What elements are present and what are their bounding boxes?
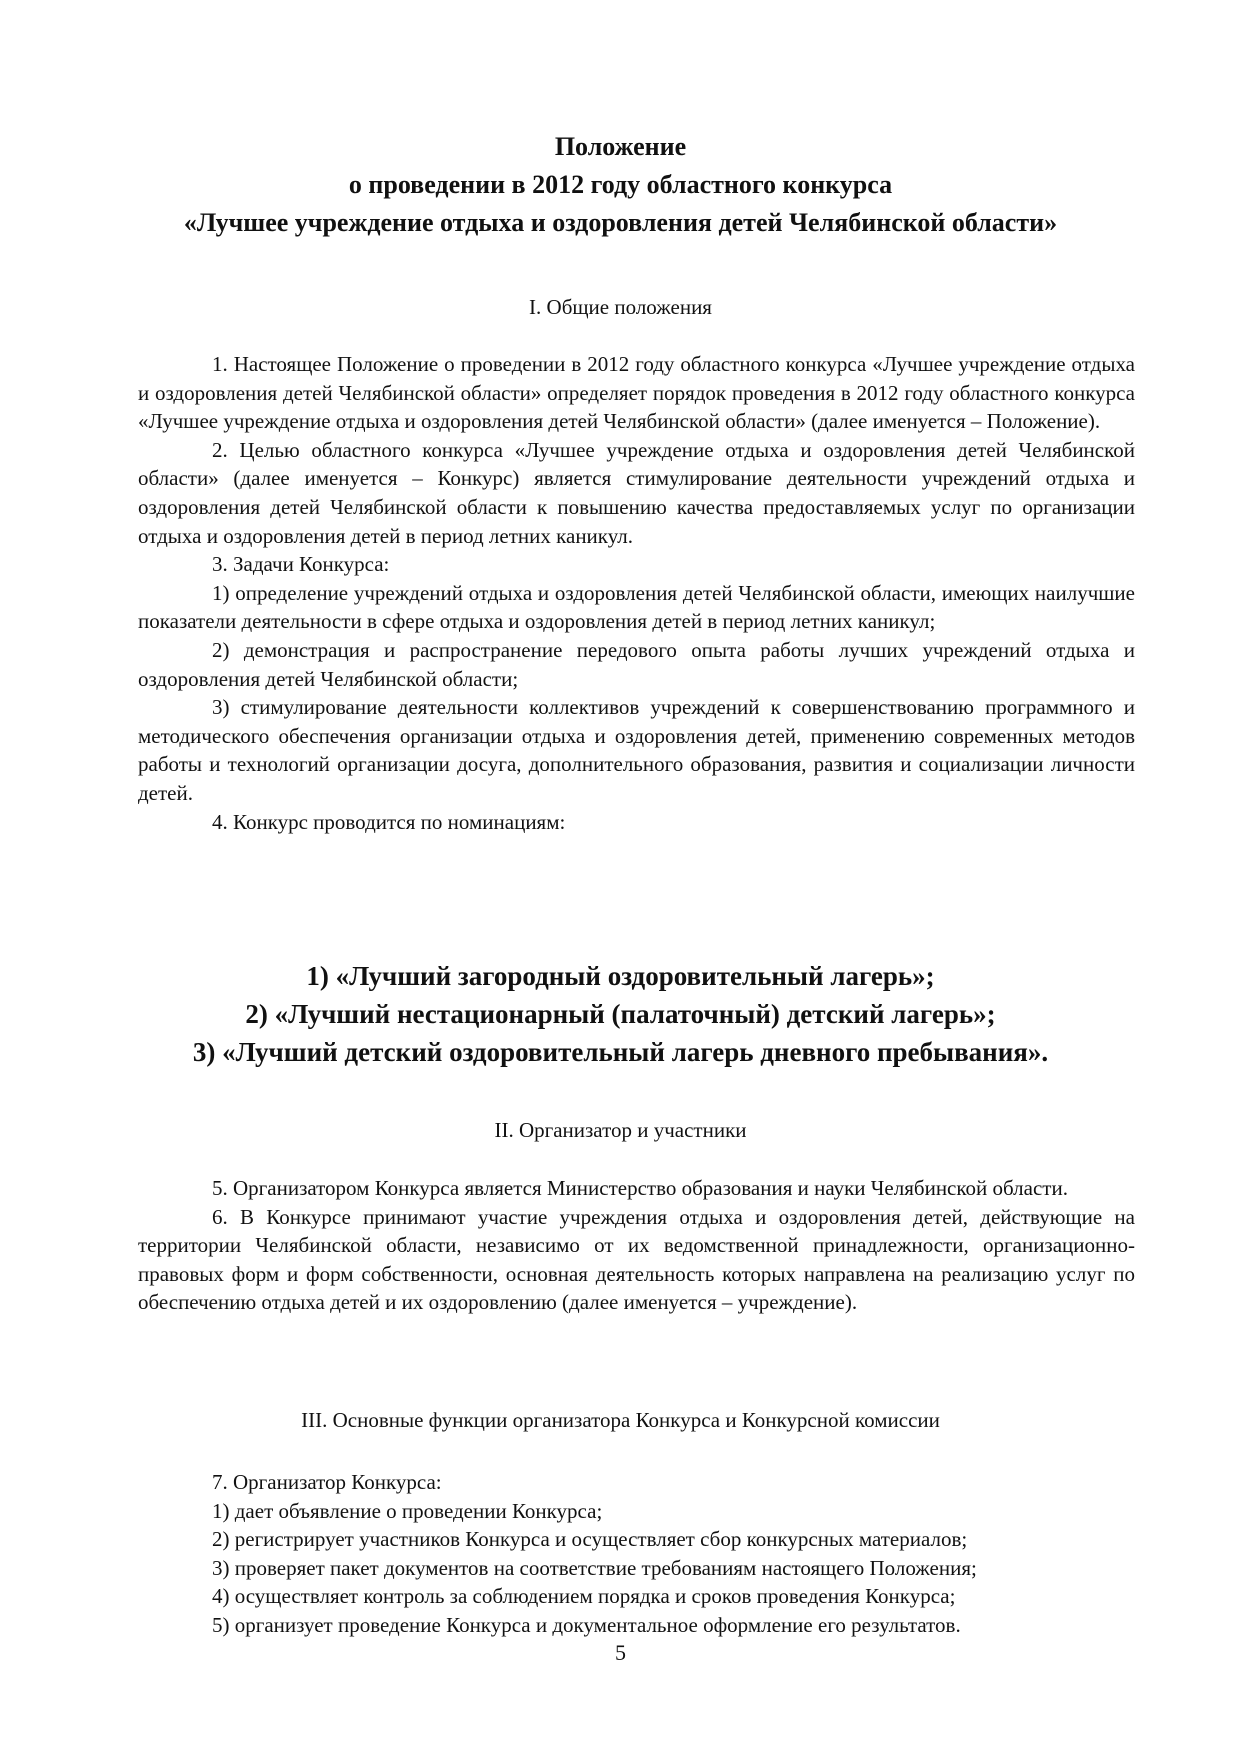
section-2-body [138, 1174, 1135, 1317]
title-line-3: «Лучшее учреждение отдыха и оздоровления детей Челябинской области» [183, 208, 1058, 237]
section-1-heading: I. Общие положения [529, 295, 712, 319]
section-2-heading: II. Организатор и участники [494, 1118, 747, 1142]
paragraph-task-1: 1) определение учреждений отдыха и оздоровления детей Челябинской области, имеющих наилучшие показатели деятельности в сфере отдыха и оздоровления детей в период летних каникул; [138, 580, 1135, 634]
nomination-1: 1) «Лучший загородный оздоровительный лагерь»; [306, 961, 935, 991]
list-item: 5) организует проведение Конкурса и документальное оформление его результатов. [212, 1612, 961, 1637]
nomination-2: 2) «Лучший нестационарный (палаточный) детский лагерь»; [245, 999, 996, 1029]
nomination-3: 3) «Лучший детский оздоровительный лагерь дневного пребывания». [192, 1037, 1049, 1067]
section-1-body [138, 350, 1135, 836]
page-number: 5 [615, 1640, 626, 1665]
list-item: 2) регистрирует участников Конкурса и осуществляет сбор конкурсных материалов; [212, 1527, 968, 1552]
document-title [0, 128, 1241, 242]
paragraph-3: 3. Задачи Конкурса: [212, 552, 390, 577]
paragraph-task-3: 3) стимулирование деятельности коллективов учреждений к совершенствованию программного и методического обеспечения организации отдыха и оздоровления детей, применению современных методов работы и технологий организации досуга, дополнительного образования, развития и социализации личности детей. [138, 695, 1135, 805]
nominations-list [0, 957, 1241, 1071]
paragraph-task-2: 2) демонстрация и распространение передового опыта работы лучших учреждений отдыха и оздоровления детей Челябинской области; [138, 637, 1135, 691]
section-3-heading: III. Основные функции организатора Конкурса и Конкурсной комиссии [301, 1408, 940, 1432]
paragraph-4: 4. Конкурс проводится по номинациям: [212, 809, 566, 834]
paragraph-2: 2. Целью областного конкурса «Лучшее учреждение отдыха и оздоровления детей Челябинской области» (далее именуется – Конкурс) является стимулирование деятельности учреждений отдыха и оздоровления детей Челябинской области к повышению качества предоставляемых услуг по организации отдыха и оздоровления детей в период летних каникул. [138, 437, 1135, 548]
paragraph-1: 1. Настоящее Положение о проведении в 2012 году областного конкурса «Лучшее учреждение отдыха и оздоровления детей Челябинской области» определяет порядок проведения в 2012 году областного конкурса «Лучшее учреждение отдыха и оздоровления детей Челябинской области» (далее именуется – Положение). [138, 352, 1135, 434]
title-line-1: Положение [554, 132, 687, 161]
paragraph-6: 6. В Конкурсе принимают участие учреждения отдыха и оздоровления детей, действующие на территории Челябинской области, независимо от их ведомственной принадлежности, организационно-правовых форм и форм собственности, основная деятельность которых направлена на реализацию услуг по обеспечению отдыха детей и их оздоровлению (далее именуется – учреждение). [138, 1204, 1135, 1315]
section-3-list [212, 1468, 1162, 1640]
paragraph-5: 5. Организатором Конкурса является Министерство образования и науки Челябинской области. [212, 1176, 1068, 1200]
list-item: 4) осуществляет контроль за соблюдением порядка и сроков проведения Конкурса; [212, 1584, 956, 1609]
title-line-2: о проведении в 2012 году областного конкурса [348, 170, 893, 199]
list-item: 3) проверяет пакет документов на соответствие требованиям настоящего Положения; [212, 1555, 977, 1580]
list-item: 1) дает объявление о проведении Конкурса; [212, 1498, 603, 1523]
list-item: 7. Организатор Конкурса: [212, 1470, 442, 1494]
